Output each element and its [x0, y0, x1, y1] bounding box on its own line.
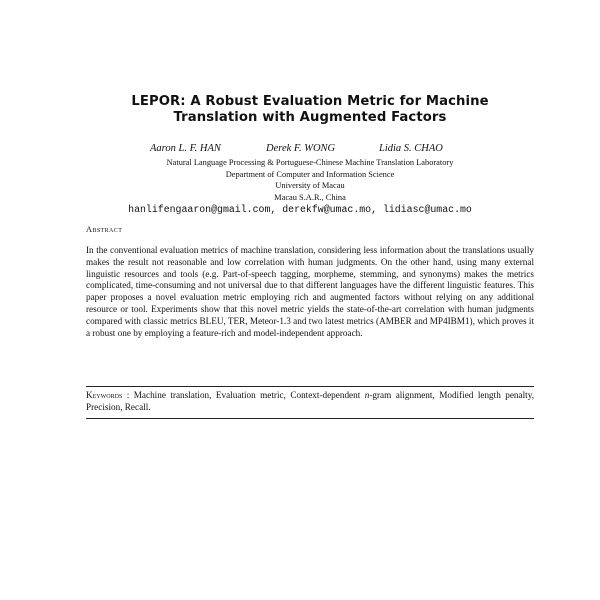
affiliation-line: University of Macau	[275, 181, 345, 190]
keywords-separator: :	[122, 390, 134, 400]
author-name: Derek F. WONG	[266, 143, 336, 154]
affiliation-block	[60, 157, 560, 203]
title-line-1: LEPOR: A Robust Evaluation Metric for Machine	[131, 94, 489, 109]
keywords-text-part-1: Machine translation, Evaluation metric, Context-dependent	[133, 390, 365, 400]
author-emails: hanlifengaaron@gmail.com, derekfw@umac.mo, lidiasc@umac.mo	[128, 204, 472, 215]
affiliation-line: Macau S.A.R., China	[274, 192, 346, 202]
paper-title	[60, 94, 560, 126]
keywords-rule-bottom	[86, 418, 534, 419]
author-name: Aaron L. F. HAN	[150, 143, 221, 154]
author-name: Lidia S. CHAO	[379, 143, 443, 154]
keywords-text-part-2: -gram alignment, Modified length penalty, Precision, Recall.	[86, 390, 534, 412]
abstract-heading: Abstract	[86, 225, 123, 234]
abstract-text: In the conventional evaluation metrics of machine translation, considering less information about the translations usually makes the result not reasonable and low correlation with human judgments. On the other hand, using many external linguistic resources and tools (e.g. Part-of-speech tagging, morpheme, stemming, and synonyms) makes the metrics complicated, time-consuming and not universal due to that different languages have the different linguistic features. This paper proposes a novel evaluation metric employing rich and augmented factors without relying on any additional resource or tool. Experiments show that this novel metric yields the state-of-the-art correlation with human judgments compared with classic metrics BLEU, TER, Meteor-1.3 and two latest metrics (AMBER and MP4IBM1), which proves it a robust one by employing a feature-rich and model-independent approach.	[86, 245, 534, 338]
author-list	[0, 143, 600, 157]
title-line-2: Translation with Augmented Factors	[173, 110, 447, 125]
keywords-heading: Keywords	[86, 390, 123, 400]
affiliation-line: Natural Language Processing & Portuguese-Chinese Machine Translation Laboratory	[166, 158, 454, 167]
keywords-italic-n: n	[364, 390, 370, 400]
affiliation-line: Department of Computer and Information Science	[225, 169, 395, 179]
keywords-rule-top	[86, 386, 534, 387]
keywords-block	[86, 390, 534, 414]
